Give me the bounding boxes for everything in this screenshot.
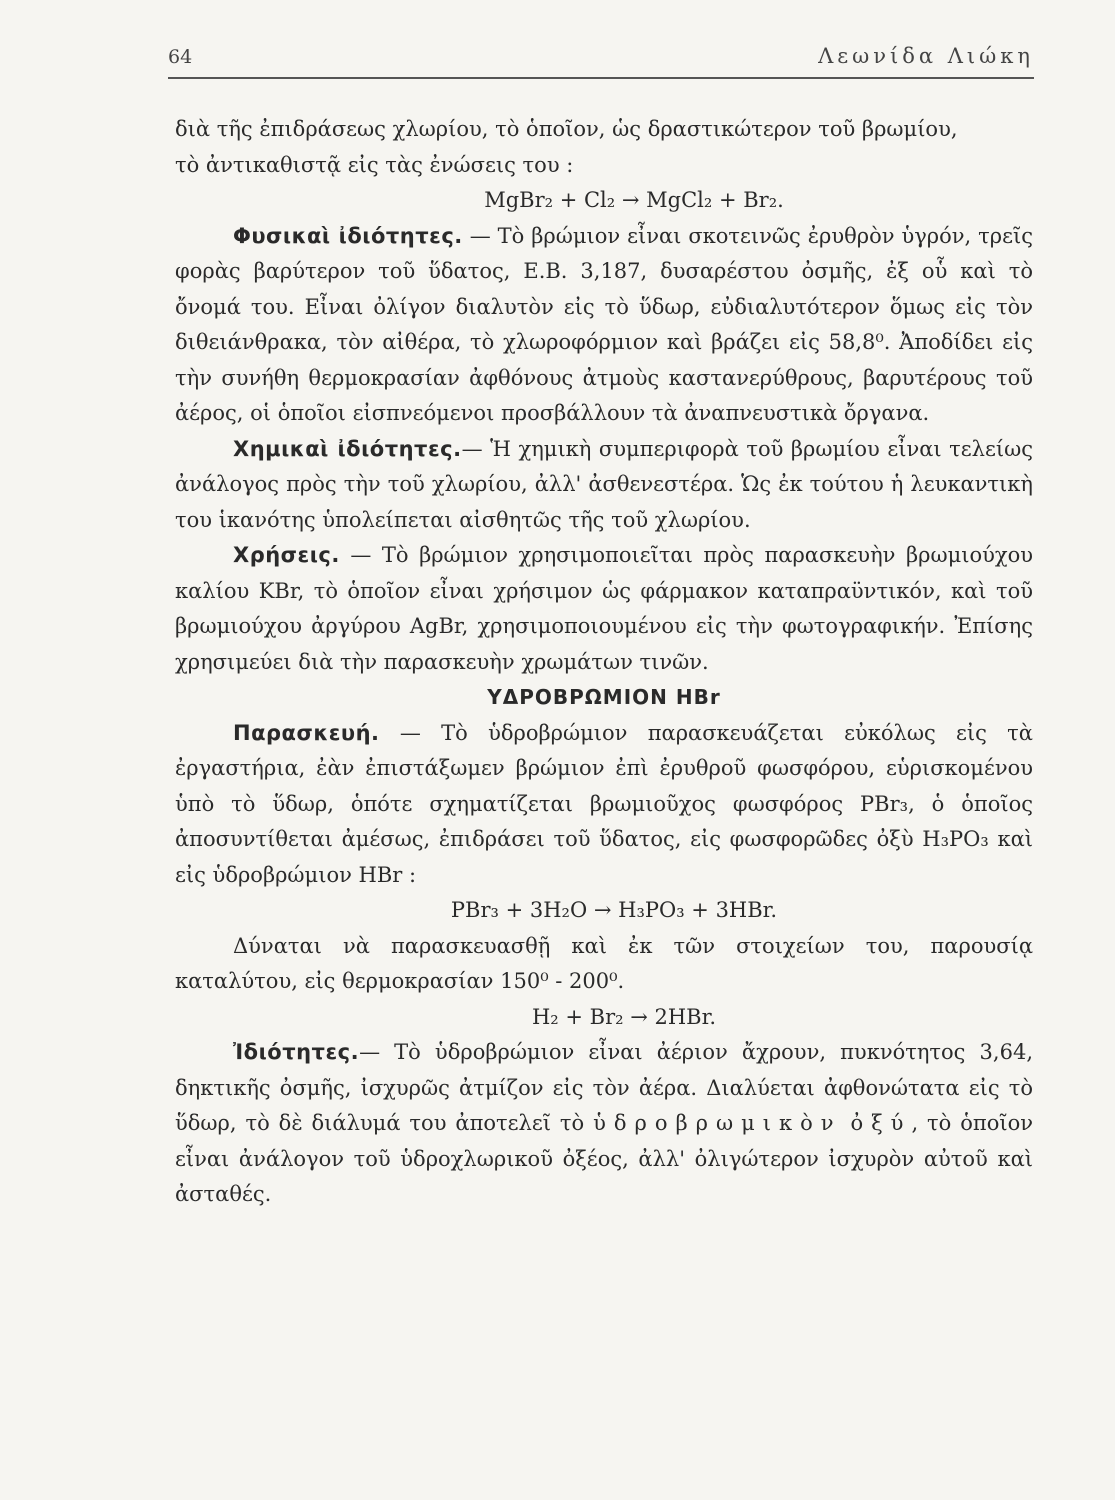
physical-properties-paragraph (175, 219, 1033, 432)
uses-heading: Χρήσεις. (233, 543, 340, 567)
properties-heading: Ἰδιότητες. (233, 1040, 360, 1064)
preparation-paragraph (175, 716, 1033, 894)
properties-paragraph (175, 1035, 1033, 1213)
page-header (168, 40, 1034, 74)
physical-properties-heading: Φυσικαὶ ἰδιότητες. (233, 223, 463, 248)
equation-chlorine-displacement: MgBr₂ + Cl₂ → MgCl₂ + Br₂. (484, 188, 784, 212)
page-body (175, 112, 1033, 1213)
chemical-properties-text: — Ἡ χημικὴ συμπεριφορὰ τοῦ βρωμίου εἶναι τελείως ἀνάλογος πρὸς τὴν τοῦ χλωρίου, ἀλλ' ἀσθενεστέρα. Ὡς ἐκ τούτου ἡ λευκαντικὴ του ἱκανότης ὑπολείπεται αἰσθητῶς τῆς τοῦ χλωρίου. (175, 436, 1033, 532)
properties-text-2: , τὸ ὁποῖον εἶναι ἀνάλογον τοῦ ὑδροχλωρικοῦ ὀξέος, ἀλλ' ὀλιγώτερον ἰσχυρὸν αὐτοῦ καὶ ἀσταθές. (175, 1111, 1033, 1206)
chemical-properties-heading: Χημικαὶ ἰδιότητες. (233, 436, 462, 461)
running-head: Λεωνίδα Λιώκη (818, 44, 1034, 68)
properties-text-1: — Τὸ ὑδροβρώμιον εἶναι ἀέριον ἄχρουν, πυκνότητος 3,64, δηκτικῆς ὀσμῆς, ἰσχυρῶς ἀτμίζον εἰς τὸν ἀέρα. Διαλύεται ἀφθονώτατα εἰς τὸ ὕδωρ, τὸ δὲ διάλυμά του ἀποτελεῖ τὸ (175, 1040, 1033, 1135)
header-rule (168, 77, 1034, 79)
uses-text: — Τὸ βρώμιον χρησιμοποιεῖται πρὸς παρασκευὴν βρωμιούχου καλίου KBr, τὸ ὁποῖον εἶναι χρήσιμον ὡς φάρμακον καταπραϋντικόν, καὶ τοῦ βρωμιούχου ἀργύρου AgBr, χρησιμοποιουμένου εἰς τὴν φωτογραφικήν. Ἐπίσης χρησιμεύει διὰ τὴν παρασκευὴν χρωμάτων τινῶν. (175, 543, 1033, 674)
properties-spaced-term-1: ὑδροβρωμικὸν (593, 1111, 842, 1135)
uses-paragraph (175, 538, 1033, 680)
continuation-line-1: διὰ τῆς ἐπιδράσεως χλωρίου, τὸ ὁποῖον, ὡς δραστικώτερον τοῦ βρωμίου, (175, 117, 958, 141)
preparation-heading: Παρασκευή. (233, 720, 380, 745)
equation-pbr3-hydrolysis: PBr₃ + 3H₂O → H₃PO₃ + 3HBr. (450, 898, 778, 922)
catalyst-paragraph: Δύναται νὰ παρασκευασθῇ καὶ ἐκ τῶν στοιχείων του, παρουσίᾳ καταλύτου, εἰς θερμοκρασίαν 150⁰ - 200⁰. (175, 933, 1033, 993)
properties-spaced-term-2: ὀξύ (850, 1111, 912, 1135)
continuation-line-2: τὸ ἀντικαθιστᾷ εἰς τὰς ἐνώσεις του : (175, 152, 574, 177)
preparation-text: — Τὸ ὑδροβρώμιον παρασκευάζεται εὐκόλως εἰς τὰ ἐργαστήρια, ἐὰν ἐπιστάξωμεν βρώμιον ἐπὶ ἐρυθροῦ φωσφόρου, εὑρισκομένου ὑπὸ τὸ ὕδωρ, ὁπότε σχηματίζεται βρωμιοῦχος φωσφόρος PBr₃, ὁ ὁποῖος ἀποσυντίθεται ἀμέσως, ἐπιδράσει τοῦ ὕδατος, εἰς φωσφορῶδες ὀξὺ H₃PO₃ καὶ εἰς ὑδροβρώμιον HBr : (175, 720, 1033, 887)
physical-properties-text: — Τὸ βρώμιον εἶναι σκοτεινῶς ἐρυθρὸν ὑγρόν, τρεῖς φορὰς βαρύτερον τοῦ ὕδατος, Ε.Β. 3,187, δυσαρέστου ὀσμῆς, ἐξ οὗ καὶ τὸ ὄνομά του. Εἶναι ὀλίγον διαλυτὸν εἰς τὸ ὕδωρ, εὐδιαλυτότερον ὅμως εἰς τὸν διθειάνθρακα, τὸν αἰθέρα, τὸ χλωροφόρμιον καὶ βράζει εἰς 58,8⁰. Ἀποδίδει εἰς τὴν συνήθη θερμοκρασίαν ἀφθόνους ἀτμοὺς καστανερύθρους, βαρυτέρους τοῦ ἀέρος, οἱ ὁποῖοι εἰσπνεόμενοι προσβάλλουν τὰ ἀναπνευστικὰ ὄργανα. (175, 223, 1033, 425)
page-number: 64 (168, 46, 193, 68)
chemical-properties-paragraph (175, 432, 1033, 539)
section-title: ΥΔΡΟΒΡΩΜΙΟΝ HBr (487, 685, 721, 709)
equation-direct-synthesis: H₂ + Br₂ → 2HBr. (531, 1004, 717, 1029)
